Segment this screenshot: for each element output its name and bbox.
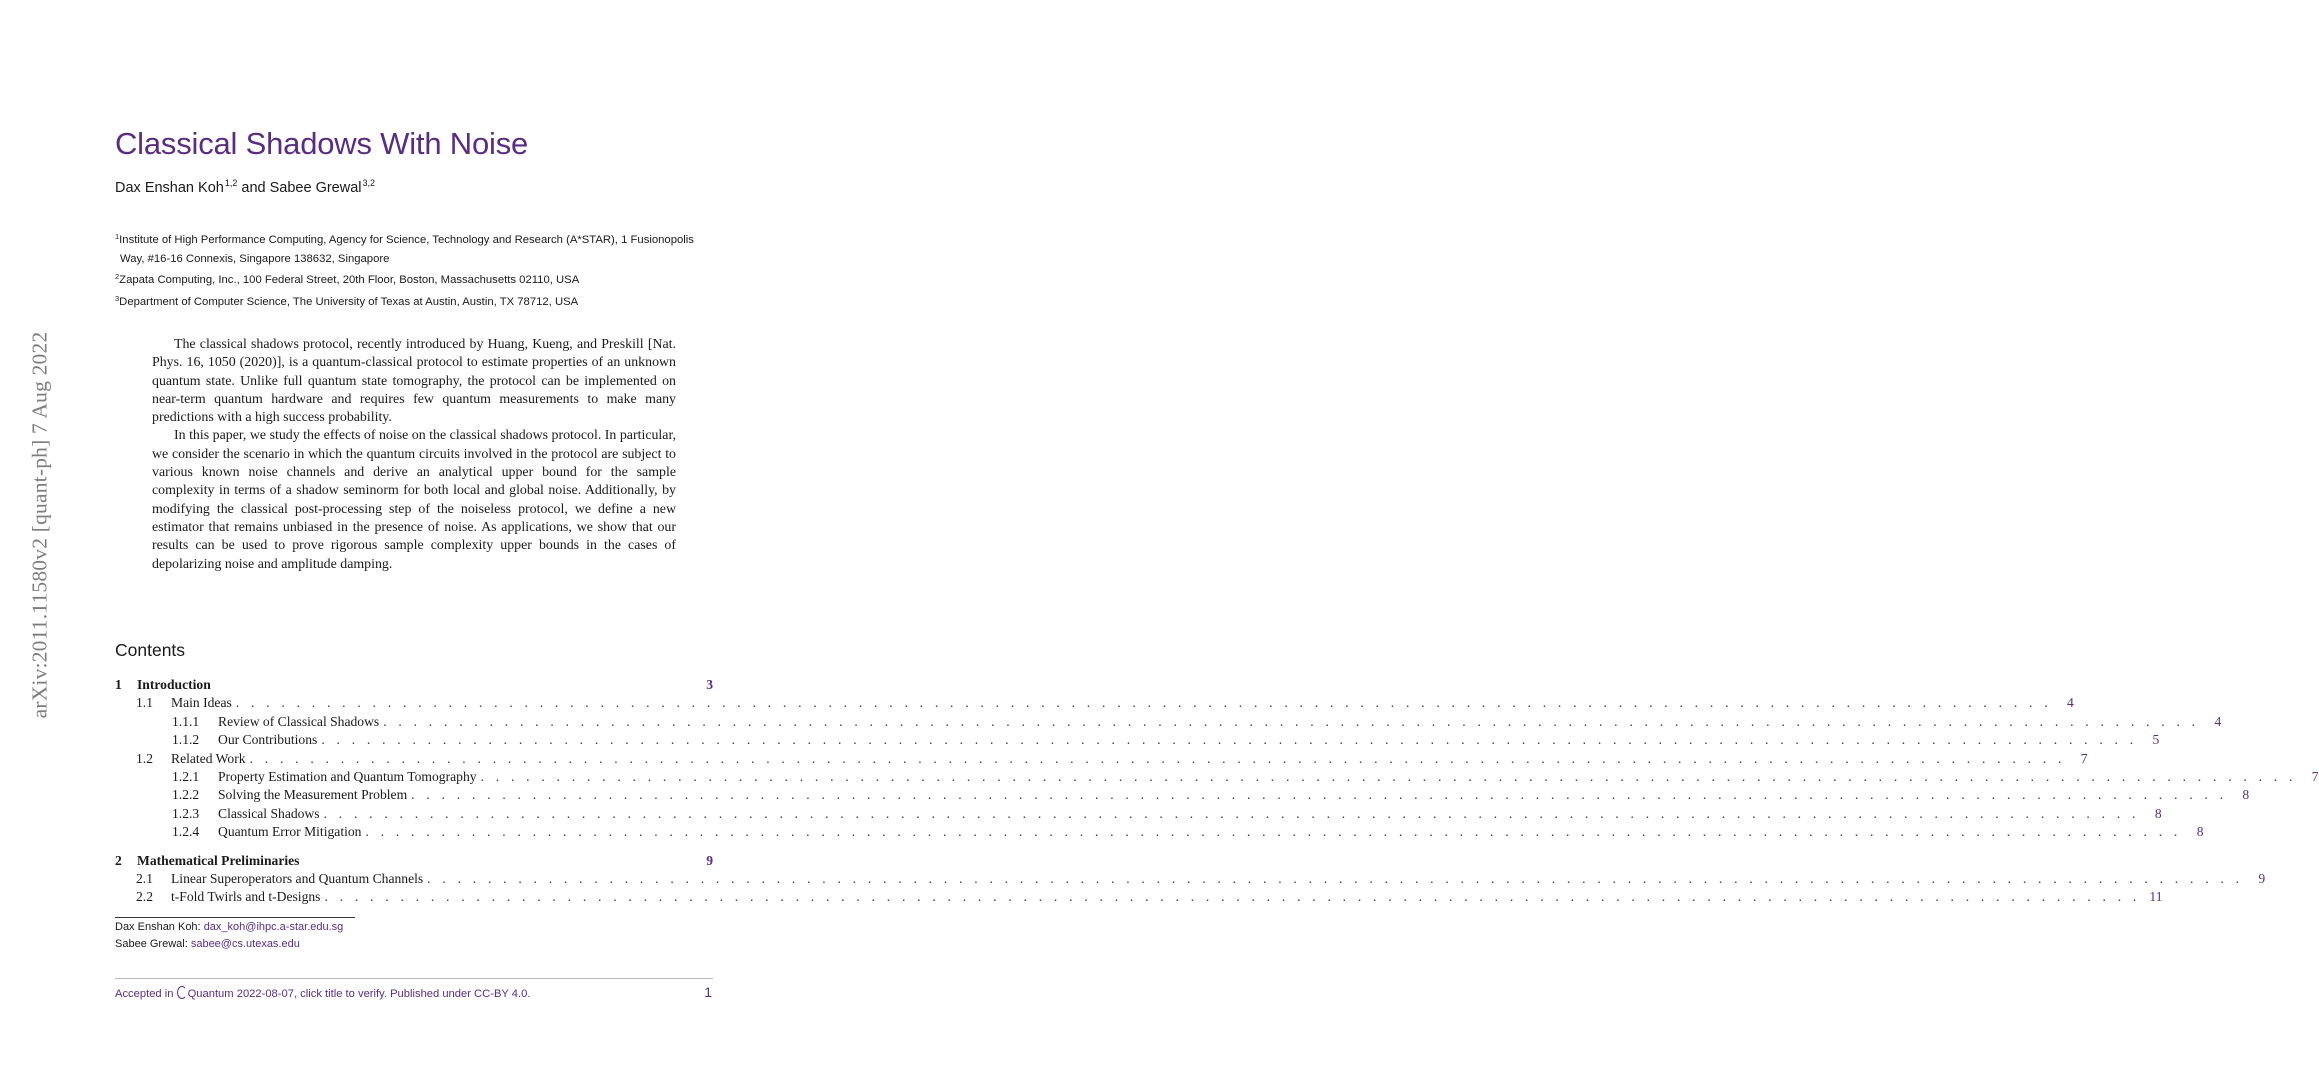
toc-number: 1.2.2 [172, 787, 200, 803]
toc-page-link[interactable]: 7 [2311, 768, 2319, 784]
affiliation-line [115, 290, 725, 312]
toc-entry[interactable] [115, 676, 713, 694]
toc-leader: . . . . . . . . . . . . . . . . . . . . . . . . . . . . . . . . . . . . . . . . . . . . . . . . . . . . . . . . . . . . . . . . . . . . . . . . . . . . . . . . . . . . . . . . . . . . . . . . . . . . . . . . . . . . . . . . . . . . . . . . [323, 805, 2140, 821]
affiliation-text: Zapata Computing, Inc., 100 Federal Street, 20th Floor, Boston, Massachusetts 02110, USA [119, 274, 580, 286]
affiliation-line [115, 250, 725, 269]
toc-entry[interactable] [115, 805, 2162, 823]
author-joiner: and [241, 180, 266, 196]
toc-number: 1 [115, 677, 122, 692]
affiliation-mark: 1 [115, 232, 120, 241]
toc-entry[interactable] [115, 694, 2074, 712]
quantum-journal-logo[interactable] [177, 988, 234, 1000]
affiliation-mark: 2 [115, 272, 120, 281]
toc-page-link[interactable]: 8 [2154, 805, 2162, 821]
footer-text: Accepted in [115, 988, 174, 1000]
footer-divider [115, 978, 713, 979]
footnote-divider [115, 917, 355, 918]
journal-name: Quantum [187, 988, 234, 1000]
affiliation-mark: 3 [115, 293, 120, 303]
affiliation-text: Way, #16-16 Connexis, Singapore 138632, Singapore [120, 252, 390, 265]
toc-label: Main Ideas [171, 694, 236, 712]
toc-number: 1.2.3 [172, 805, 200, 821]
toc-label: t-Fold Twirls and t-Designs [171, 888, 324, 906]
toc-entry[interactable] [115, 852, 713, 870]
toc-number: 1.2 [136, 750, 153, 766]
toc-page-link[interactable]: 7 [2080, 750, 2088, 766]
toc-label: Our Contributions [218, 731, 321, 749]
toc-label: Mathematical Preliminaries [137, 852, 303, 870]
toc-page-link[interactable]: 11 [2149, 889, 2163, 905]
toc-number: 1.1.1 [172, 713, 200, 729]
affiliations [115, 228, 725, 311]
toc-label: Solving the Measurement Problem [218, 786, 411, 804]
author-list [115, 178, 375, 196]
toc-page-link[interactable]: 8 [2196, 824, 2204, 840]
toc-leader: . . . . . . . . . . . . . . . . . . . . . . . . . . . . . . . . . . . . . . . . . . . . . . . . . . . . . . . . . . . . . . . . . . . . . . . . . . . . . . . . . . . . . . . . . . . . . . . . . . . . . . . . . . . . . . . . . . . . . . . . [365, 824, 2182, 840]
toc-number: 2.1 [136, 870, 153, 886]
affiliation-text: Institute of High Performance Computing, Agency for Science, Technology and Research (A*STAR), 1 Fusionopolis [119, 234, 694, 246]
toc-page-link[interactable]: 8 [2242, 787, 2250, 803]
toc-leader: . . . . . . . . . . . . . . . . . . . . . . . . . . . . . . . . . . . . . . . . . . . . . . . . . . . . . . . . . . . . . . . . . . . . . . . . . . . . . . . . . . . . . . . . . . . . . . . . . . . . . . . . . . . . . . . . . . . . . . . . [321, 732, 2138, 748]
toc-gap [115, 842, 713, 852]
toc-leader: . . . . . . . . . . . . . . . . . . . . . . . . . . . . . . . . . . . . . . . . . . . . . . . . . . . . . . . . . . . . . . . . . . . . . . . . . . . . . . . . . . . . . . . . . . . . . . . . . . . . . . . . . . . . . . . . . . . . . . . . [249, 750, 2066, 766]
toc-number: 1.1 [136, 695, 153, 711]
toc-leader: . . . . . . . . . . . . . . . . . . . . . . . . . . . . . . . . . . . . . . . . . . . . . . . . . . . . . . . . . . . . . . . . . . . . . . . . . . . . . . . . . . . . . . . . . . . . . . . . . . . . . . . . . . . . . . . . . . . . . . . . [411, 787, 2228, 803]
toc-label: Linear Superoperators and Quantum Channels [171, 870, 427, 888]
affiliation-line [115, 268, 725, 290]
toc-page-link[interactable]: 4 [2067, 695, 2074, 711]
author-name: Dax Enshan Koh [115, 180, 224, 196]
toc-entry[interactable] [115, 768, 2319, 786]
author-name: Sabee Grewal [269, 180, 362, 196]
footnote-name: Sabee Grewal: [115, 938, 188, 950]
toc-leader: . . . . . . . . . . . . . . . . . . . . . . . . . . . . . . . . . . . . . . . . . . . . . . . . . . . . . . . . . . . . . . . . . . . . . . . . . . . . . . . . . . . . . . . . . . . . . . . . . . . . . . . . . . . . . . . . . . . . . . . . [383, 713, 2200, 729]
toc-entry[interactable] [115, 713, 2222, 731]
toc-entry[interactable] [115, 888, 2163, 906]
affiliation-text: Department of Computer Science, The University of Texas at Austin, Austin, TX 78712, USA [119, 295, 579, 308]
toc-page-link[interactable]: 5 [2152, 732, 2160, 748]
toc-entry[interactable] [115, 731, 2160, 749]
toc-entry[interactable] [115, 823, 2204, 841]
toc-entry[interactable] [115, 786, 2250, 804]
email-link[interactable]: sabee@cs.utexas.edu [190, 938, 300, 950]
toc-number: 1.1.2 [172, 732, 200, 748]
toc-number: 2.2 [136, 889, 153, 905]
contents-heading: Contents [115, 640, 186, 660]
toc-leader: . . . . . . . . . . . . . . . . . . . . . . . . . . . . . . . . . . . . . . . . . . . . . . . . . . . . . . . . . . . . . . . . . . . . . . . . . . . . . . . . . . . . . . . . . . . . . . . . . . . . . . . . . . . . . . . . . . . . . . . . [480, 768, 2297, 784]
footnote-koh [115, 921, 343, 933]
page-number: 1 [704, 984, 712, 1000]
toc-entry[interactable] [115, 870, 2266, 888]
affiliation-line [115, 228, 725, 250]
toc-label: Quantum Error Mitigation [218, 823, 365, 841]
toc-number: 1.2.1 [172, 768, 200, 784]
toc-page-link[interactable]: 4 [2214, 713, 2222, 729]
toc-label: Related Work [171, 750, 250, 768]
footnote-name: Dax Enshan Koh: [115, 921, 201, 933]
author-affiliation-marks[interactable]: 1,2 [224, 178, 238, 188]
toc-leader: . . . . . . . . . . . . . . . . . . . . . . . . . . . . . . . . . . . . . . . . . . . . . . . . . . . . . . . . . . . . . . . . . . . . . . . . . . . . . . . . . . . . . . . . . . . . . . . . . . . . . . . . . . . . . . . . . . . . . . . . [427, 870, 2244, 886]
toc-number: 2 [115, 852, 122, 868]
toc-number: 1.2.4 [172, 824, 200, 840]
toc-label: Review of Classical Shadows [218, 713, 383, 731]
paper-title[interactable]: Classical Shadows With Noise [115, 126, 529, 161]
abstract [152, 336, 676, 574]
toc-page-link[interactable]: 9 [2258, 870, 2266, 886]
table-of-contents [115, 676, 2319, 907]
toc-entry[interactable] [115, 750, 2088, 768]
abstract-paragraph: The classical shadows protocol, recently introduced by Huang, Kueng, and Preskill [Nat. Phys. 16, 1050 (2020)], is a quantum-classical protocol to estimate properties of an unknown quantum state. Unlike full quantum state tomography, the protocol can be implemented on near-term quantum hardware and requires few quantum measurements to make many predictions with a high success probability. [152, 337, 676, 426]
footnote-grewal [115, 938, 300, 950]
toc-label: Introduction [137, 676, 215, 694]
toc-page-link[interactable]: 3 [706, 677, 713, 692]
toc-label: Property Estimation and Quantum Tomography [218, 768, 481, 786]
arxiv-id[interactable]: arXiv:2011.11580v2 [quant-ph] 7 Aug 2022 [27, 331, 52, 719]
toc-page-link[interactable]: 9 [706, 852, 713, 868]
toc-label: Classical Shadows [218, 805, 324, 823]
arxiv-sidebar [20, 280, 60, 770]
abstract-paragraph: In this paper, we study the effects of noise on the classical shadows protocol. In particular, we consider the scenario in which the quantum circuits involved in the protocol are subject to various known noise channels and derive an analytical upper bound for the sample complexity in terms of a shadow seminorm for both local and global noise. Additionally, by modifying the classical post-processing step of the noiseless protocol, we define a new estimator that remains unbiased in the presence of noise. As applications, we show that our results can be used to prove rigorous sample complexity upper bounds in the cases of depolarizing noise and amplitude damping. [152, 428, 676, 572]
toc-leader: . . . . . . . . . . . . . . . . . . . . . . . . . . . . . . . . . . . . . . . . . . . . . . . . . . . . . . . . . . . . . . . . . . . . . . . . . . . . . . . . . . . . . . . . . . . . . . . . . . . . . . . . . . . . . . . . . . . . . . . . [235, 695, 2052, 711]
footer-line [115, 986, 530, 1000]
toc-leader: . . . . . . . . . . . . . . . . . . . . . . . . . . . . . . . . . . . . . . . . . . . . . . . . . . . . . . . . . . . . . . . . . . . . . . . . . . . . . . . . . . . . . . . . . . . . . . . . . . . . . . . . . . . . . . . . . . . . . . . . [324, 889, 2141, 905]
email-link[interactable]: dax_koh@ihpc.a-star.edu.sg [203, 921, 344, 933]
author-affiliation-marks[interactable]: 3,2 [362, 178, 376, 188]
footer-verify-text[interactable]: 2022-08-07, click title to verify. Published under CC-BY 4.0. [236, 988, 531, 1000]
